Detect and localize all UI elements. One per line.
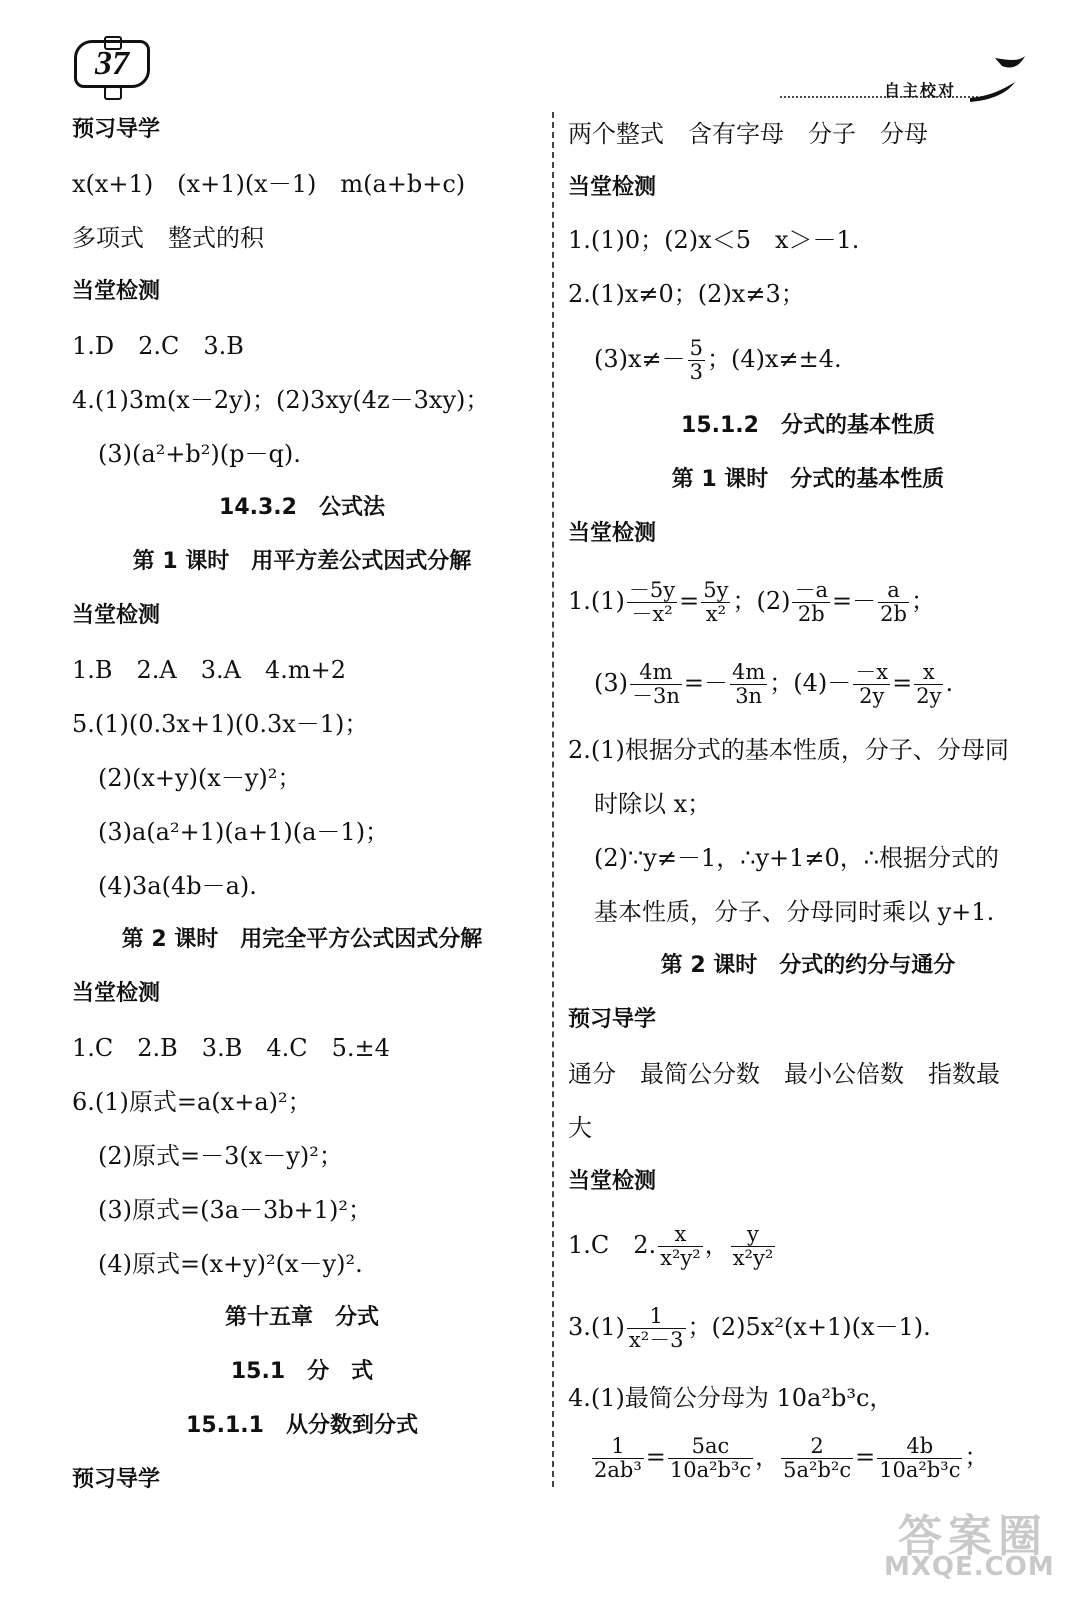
denominator: x²y² bbox=[660, 1246, 701, 1271]
answer-line-fraction bbox=[590, 1435, 988, 1482]
answer-line-fraction bbox=[594, 337, 842, 384]
section-title: 14.3.2 公式法 bbox=[219, 495, 385, 520]
answer-line: (4)原式=(x+y)²(x－y)². bbox=[98, 1250, 363, 1278]
text: ； bbox=[964, 1443, 989, 1472]
fraction bbox=[877, 1435, 962, 1482]
numerator: 4b bbox=[877, 1435, 962, 1459]
section-title: 15.1.2 分式的基本性质 bbox=[681, 413, 935, 438]
header-ornament bbox=[780, 50, 1050, 105]
denominator: 2b bbox=[880, 602, 907, 627]
fraction bbox=[592, 1435, 644, 1482]
answer-line: (3)(a²+b²)(p－q). bbox=[98, 440, 301, 468]
numerator: y bbox=[731, 1223, 776, 1247]
text: 1.(1) bbox=[568, 587, 625, 616]
numerator: 4m bbox=[630, 661, 682, 685]
text: (3)x≠－ bbox=[594, 345, 686, 374]
numerator: x bbox=[658, 1223, 703, 1247]
answer-line: 时除以 x； bbox=[594, 790, 712, 818]
text: (3) bbox=[594, 669, 628, 698]
denominator: －3n bbox=[632, 684, 680, 709]
fraction bbox=[627, 579, 677, 626]
heading-check: 当堂检测 bbox=[72, 981, 161, 1006]
denominator: 10a²b³c bbox=[669, 1458, 752, 1483]
numerator: 1 bbox=[592, 1435, 644, 1459]
answer-line: 6.(1)原式=a(x+a)²； bbox=[72, 1088, 312, 1116]
fraction bbox=[792, 579, 830, 626]
answer-line: (2)原式=－3(x－y)²； bbox=[98, 1142, 343, 1170]
answer-line: 大 bbox=[568, 1114, 592, 1142]
fraction bbox=[878, 579, 909, 626]
fraction bbox=[668, 1435, 753, 1482]
denominator: 2ab³ bbox=[594, 1458, 642, 1483]
answer-line: 4.(1)3m(x－2y)；(2)3xy(4z－3xy)； bbox=[72, 386, 490, 414]
lesson-title: 第 1 课时 用平方差公式因式分解 bbox=[132, 549, 472, 574]
fraction bbox=[627, 1305, 686, 1352]
heading-preview: 预习导学 bbox=[72, 1467, 161, 1492]
numerator: 4m bbox=[732, 660, 766, 684]
text: ， bbox=[755, 1443, 780, 1472]
answer-line: 1.B 2.A 3.A 4.m+2 bbox=[72, 656, 347, 684]
heading-check: 当堂检测 bbox=[72, 279, 161, 304]
heading-check: 当堂检测 bbox=[72, 603, 161, 628]
answer-line: 两个整式 含有字母 分子 分母 bbox=[568, 120, 928, 148]
answer-line: (4)3a(4b－a). bbox=[98, 872, 257, 900]
numerator: －a bbox=[794, 578, 829, 602]
answer-line: 5.(1)(0.3x+1)(0.3x－1)； bbox=[72, 710, 369, 738]
text: ；(2) bbox=[732, 587, 791, 616]
answer-line: 多项式 整式的积 bbox=[72, 224, 264, 252]
denominator: 2y bbox=[916, 684, 942, 709]
chapter-title: 第十五章 分式 bbox=[224, 1305, 379, 1330]
answer-line: x(x+1) (x+1)(x－1) m(a+b+c) bbox=[72, 170, 466, 198]
text: ；(4)－ bbox=[769, 669, 852, 698]
text: =－ bbox=[683, 669, 728, 698]
watermark-top: 答案圈 bbox=[898, 1511, 1048, 1562]
text: ； bbox=[910, 587, 935, 616]
answer-line-fraction bbox=[568, 1305, 931, 1352]
answer-line: (3)a(a²+1)(a+1)(a－1)； bbox=[98, 818, 390, 846]
numerator: 5ac bbox=[668, 1435, 753, 1459]
fraction bbox=[730, 661, 767, 708]
lesson-title: 第 2 课时 用完全平方公式因式分解 bbox=[121, 927, 483, 952]
section-label: 自主校对 bbox=[883, 81, 956, 100]
heading-check: 当堂检测 bbox=[568, 175, 657, 200]
denominator: x²－3 bbox=[628, 1328, 684, 1353]
fraction bbox=[914, 661, 943, 708]
denominator: x²y² bbox=[732, 1246, 774, 1271]
denominator: 3 bbox=[689, 360, 704, 385]
answer-line-fraction bbox=[568, 579, 935, 626]
heading-preview: 预习导学 bbox=[568, 1007, 657, 1032]
answer-line: (2)(x+y)(x－y)²； bbox=[98, 764, 302, 792]
text: ， bbox=[704, 1231, 729, 1260]
numerator: －5y bbox=[628, 578, 676, 602]
answer-line: 1.(1)0；(2)x＜5 x＞－1. bbox=[568, 226, 860, 254]
section-title: 15.1 分 式 bbox=[230, 1359, 374, 1384]
heading-check: 当堂检测 bbox=[568, 521, 657, 546]
text: ；(4)x≠±4. bbox=[707, 345, 842, 374]
fraction bbox=[658, 1223, 703, 1270]
text: = bbox=[855, 1443, 876, 1472]
numerator: a bbox=[878, 579, 909, 603]
fraction bbox=[688, 337, 705, 384]
denominator: 3n bbox=[735, 684, 763, 709]
fraction bbox=[781, 1435, 853, 1482]
denominator: 10a²b³c bbox=[879, 1458, 961, 1483]
denominator: 5a²b²c bbox=[783, 1458, 852, 1483]
answer-line: 通分 最简公分数 最小公倍数 指数最 bbox=[568, 1060, 1000, 1088]
denominator: 2b bbox=[797, 602, 825, 627]
numerator: －x bbox=[855, 660, 889, 684]
answer-line: (2)∵y≠－1，∴y+1≠0，∴根据分式的 bbox=[594, 844, 1000, 872]
numerator: x bbox=[914, 661, 943, 685]
page-number: 37 bbox=[95, 45, 129, 82]
answer-line: 2.(1)根据分式的基本性质，分子、分母同 bbox=[568, 736, 1009, 764]
text: = bbox=[645, 1443, 666, 1472]
watermark-bottom: MXQE.COM bbox=[884, 1552, 1055, 1582]
heading-check: 当堂检测 bbox=[568, 1169, 657, 1194]
fraction bbox=[701, 579, 730, 626]
answer-line: 1.D 2.C 3.B bbox=[72, 332, 244, 360]
numerator: 2 bbox=[781, 1435, 853, 1459]
denominator: －x² bbox=[631, 602, 673, 627]
text: =－ bbox=[832, 587, 877, 616]
answer-line: 基本性质，分子、分母同时乘以 y+1. bbox=[594, 898, 995, 926]
lesson-title: 第 2 课时 分式的约分与通分 bbox=[660, 953, 956, 978]
numerator: 5y bbox=[703, 578, 729, 602]
text: 1.C 2. bbox=[568, 1231, 657, 1260]
fraction bbox=[853, 661, 890, 708]
fraction bbox=[630, 661, 682, 708]
badge-peg-bottom bbox=[104, 86, 122, 100]
numerator: 5 bbox=[689, 336, 704, 360]
answer-line: 1.C 2.B 3.B 4.C 5.±4 bbox=[72, 1034, 390, 1062]
text: 3.(1) bbox=[568, 1313, 625, 1342]
page-number-badge bbox=[74, 40, 150, 88]
answer-line-fraction bbox=[594, 661, 953, 708]
answer-line: (3)原式=(3a－3b+1)²； bbox=[98, 1196, 373, 1224]
text: . bbox=[945, 669, 954, 698]
denominator: 2y bbox=[859, 684, 885, 709]
numerator: 1 bbox=[627, 1305, 686, 1329]
text: = bbox=[892, 669, 913, 698]
text: ；(2)5x²(x+1)(x－1). bbox=[687, 1313, 931, 1342]
answer-line-fraction bbox=[568, 1223, 777, 1270]
text: = bbox=[679, 587, 700, 616]
section-title: 15.1.1 从分数到分式 bbox=[186, 1413, 418, 1438]
lesson-title: 第 1 课时 分式的基本性质 bbox=[671, 467, 945, 492]
fraction bbox=[731, 1223, 776, 1270]
denominator: x² bbox=[705, 602, 726, 627]
column-divider bbox=[552, 112, 554, 1487]
answer-line: 2.(1)x≠0；(2)x≠3； bbox=[568, 280, 805, 308]
heading-preview: 预习导学 bbox=[72, 117, 161, 142]
watermark bbox=[884, 1500, 1074, 1590]
answer-line: 4.(1)最简公分母为 10a²b³c， bbox=[568, 1384, 894, 1412]
